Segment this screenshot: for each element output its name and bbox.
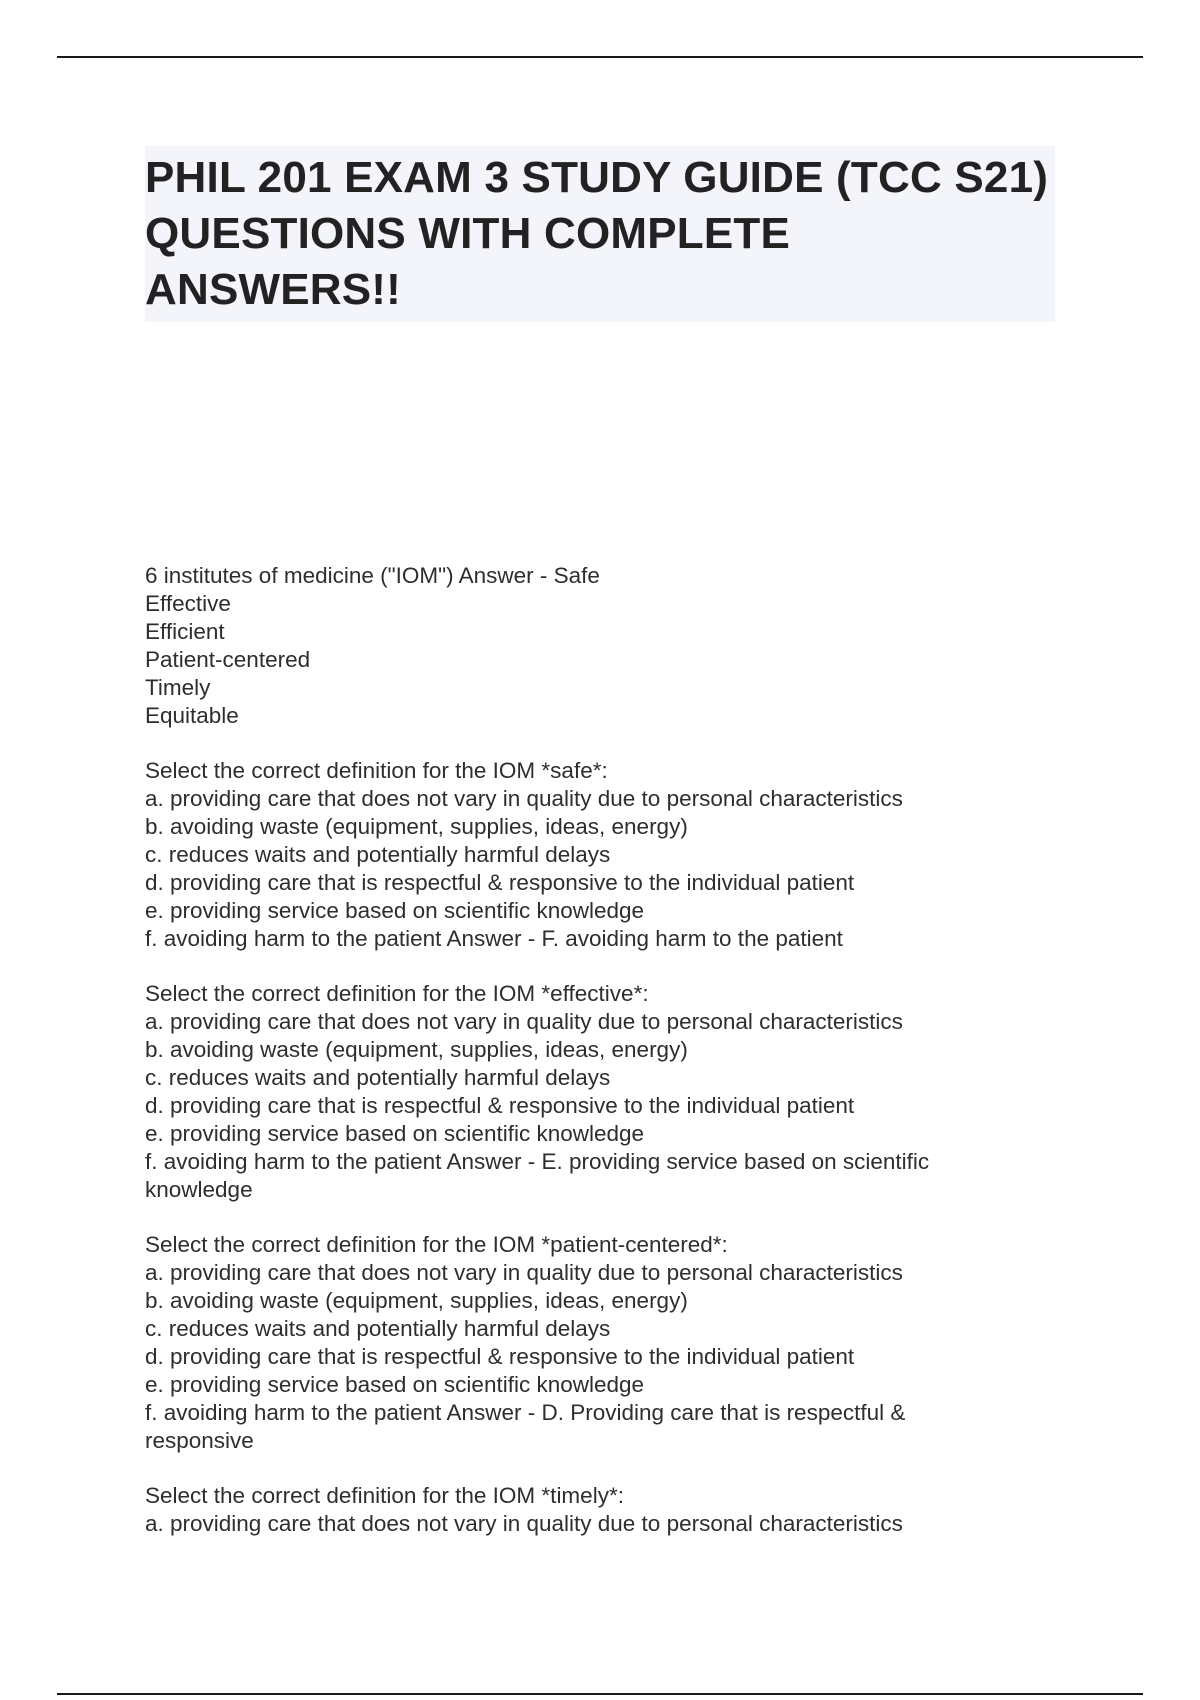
study-content bbox=[145, 562, 1045, 1565]
option-line: d. providing care that is respectful & responsive to the individual patient bbox=[145, 1344, 855, 1369]
option-line: e. providing service based on scientific knowledge bbox=[145, 898, 645, 923]
qa-block-patient-centered bbox=[145, 1231, 1045, 1455]
header-rule bbox=[57, 56, 1143, 58]
option-line: a. providing care that does not vary in quality due to personal characteristics bbox=[145, 1511, 903, 1536]
option-line: c. reduces waits and potentially harmful delays bbox=[145, 842, 611, 867]
document-title: PHIL 201 EXAM 3 STUDY GUIDE (TCC S21) QUESTIONS WITH COMPLETE ANSWERS!! bbox=[145, 153, 1049, 314]
answer-line: f. avoiding harm to the patient Answer - F. avoiding harm to the patient bbox=[145, 926, 843, 951]
qa-block-effective bbox=[145, 980, 1045, 1204]
answer-line: f. avoiding harm to the patient Answer - E. providing service based on scientific bbox=[145, 1149, 930, 1174]
option-line: a. providing care that does not vary in quality due to personal characteristics bbox=[145, 1009, 903, 1034]
option-line: c. reduces waits and potentially harmful delays bbox=[145, 1316, 611, 1341]
title-block bbox=[145, 146, 1055, 322]
text-line: Equitable bbox=[145, 703, 239, 728]
qa-block-iom-list bbox=[145, 562, 1045, 730]
text-line: Efficient bbox=[145, 619, 225, 644]
question-line: Select the correct definition for the IOM *effective*: bbox=[145, 981, 649, 1006]
answer-line-continued: responsive bbox=[145, 1428, 254, 1453]
question-line: Select the correct definition for the IOM *safe*: bbox=[145, 758, 608, 783]
question-line: Select the correct definition for the IOM *timely*: bbox=[145, 1483, 624, 1508]
text-line: 6 institutes of medicine ("IOM") Answer - Safe bbox=[145, 563, 600, 588]
option-line: e. providing service based on scientific knowledge bbox=[145, 1372, 645, 1397]
option-line: b. avoiding waste (equipment, supplies, ideas, energy) bbox=[145, 1288, 688, 1313]
option-line: d. providing care that is respectful & responsive to the individual patient bbox=[145, 1093, 855, 1118]
text-line: Timely bbox=[145, 675, 211, 700]
footer-rule bbox=[57, 1693, 1143, 1695]
text-line: Effective bbox=[145, 591, 231, 616]
option-line: c. reduces waits and potentially harmful delays bbox=[145, 1065, 611, 1090]
qa-block-safe bbox=[145, 757, 1045, 953]
qa-block-timely bbox=[145, 1482, 1045, 1538]
option-line: a. providing care that does not vary in quality due to personal characteristics bbox=[145, 786, 903, 811]
option-line: a. providing care that does not vary in quality due to personal characteristics bbox=[145, 1260, 903, 1285]
option-line: d. providing care that is respectful & responsive to the individual patient bbox=[145, 870, 855, 895]
option-line: e. providing service based on scientific knowledge bbox=[145, 1121, 645, 1146]
option-line: b. avoiding waste (equipment, supplies, ideas, energy) bbox=[145, 814, 688, 839]
answer-line: f. avoiding harm to the patient Answer - D. Providing care that is respectful & bbox=[145, 1400, 906, 1425]
question-line: Select the correct definition for the IOM *patient-centered*: bbox=[145, 1232, 728, 1257]
text-line: Patient-centered bbox=[145, 647, 311, 672]
answer-line-continued: knowledge bbox=[145, 1177, 253, 1202]
option-line: b. avoiding waste (equipment, supplies, ideas, energy) bbox=[145, 1037, 688, 1062]
